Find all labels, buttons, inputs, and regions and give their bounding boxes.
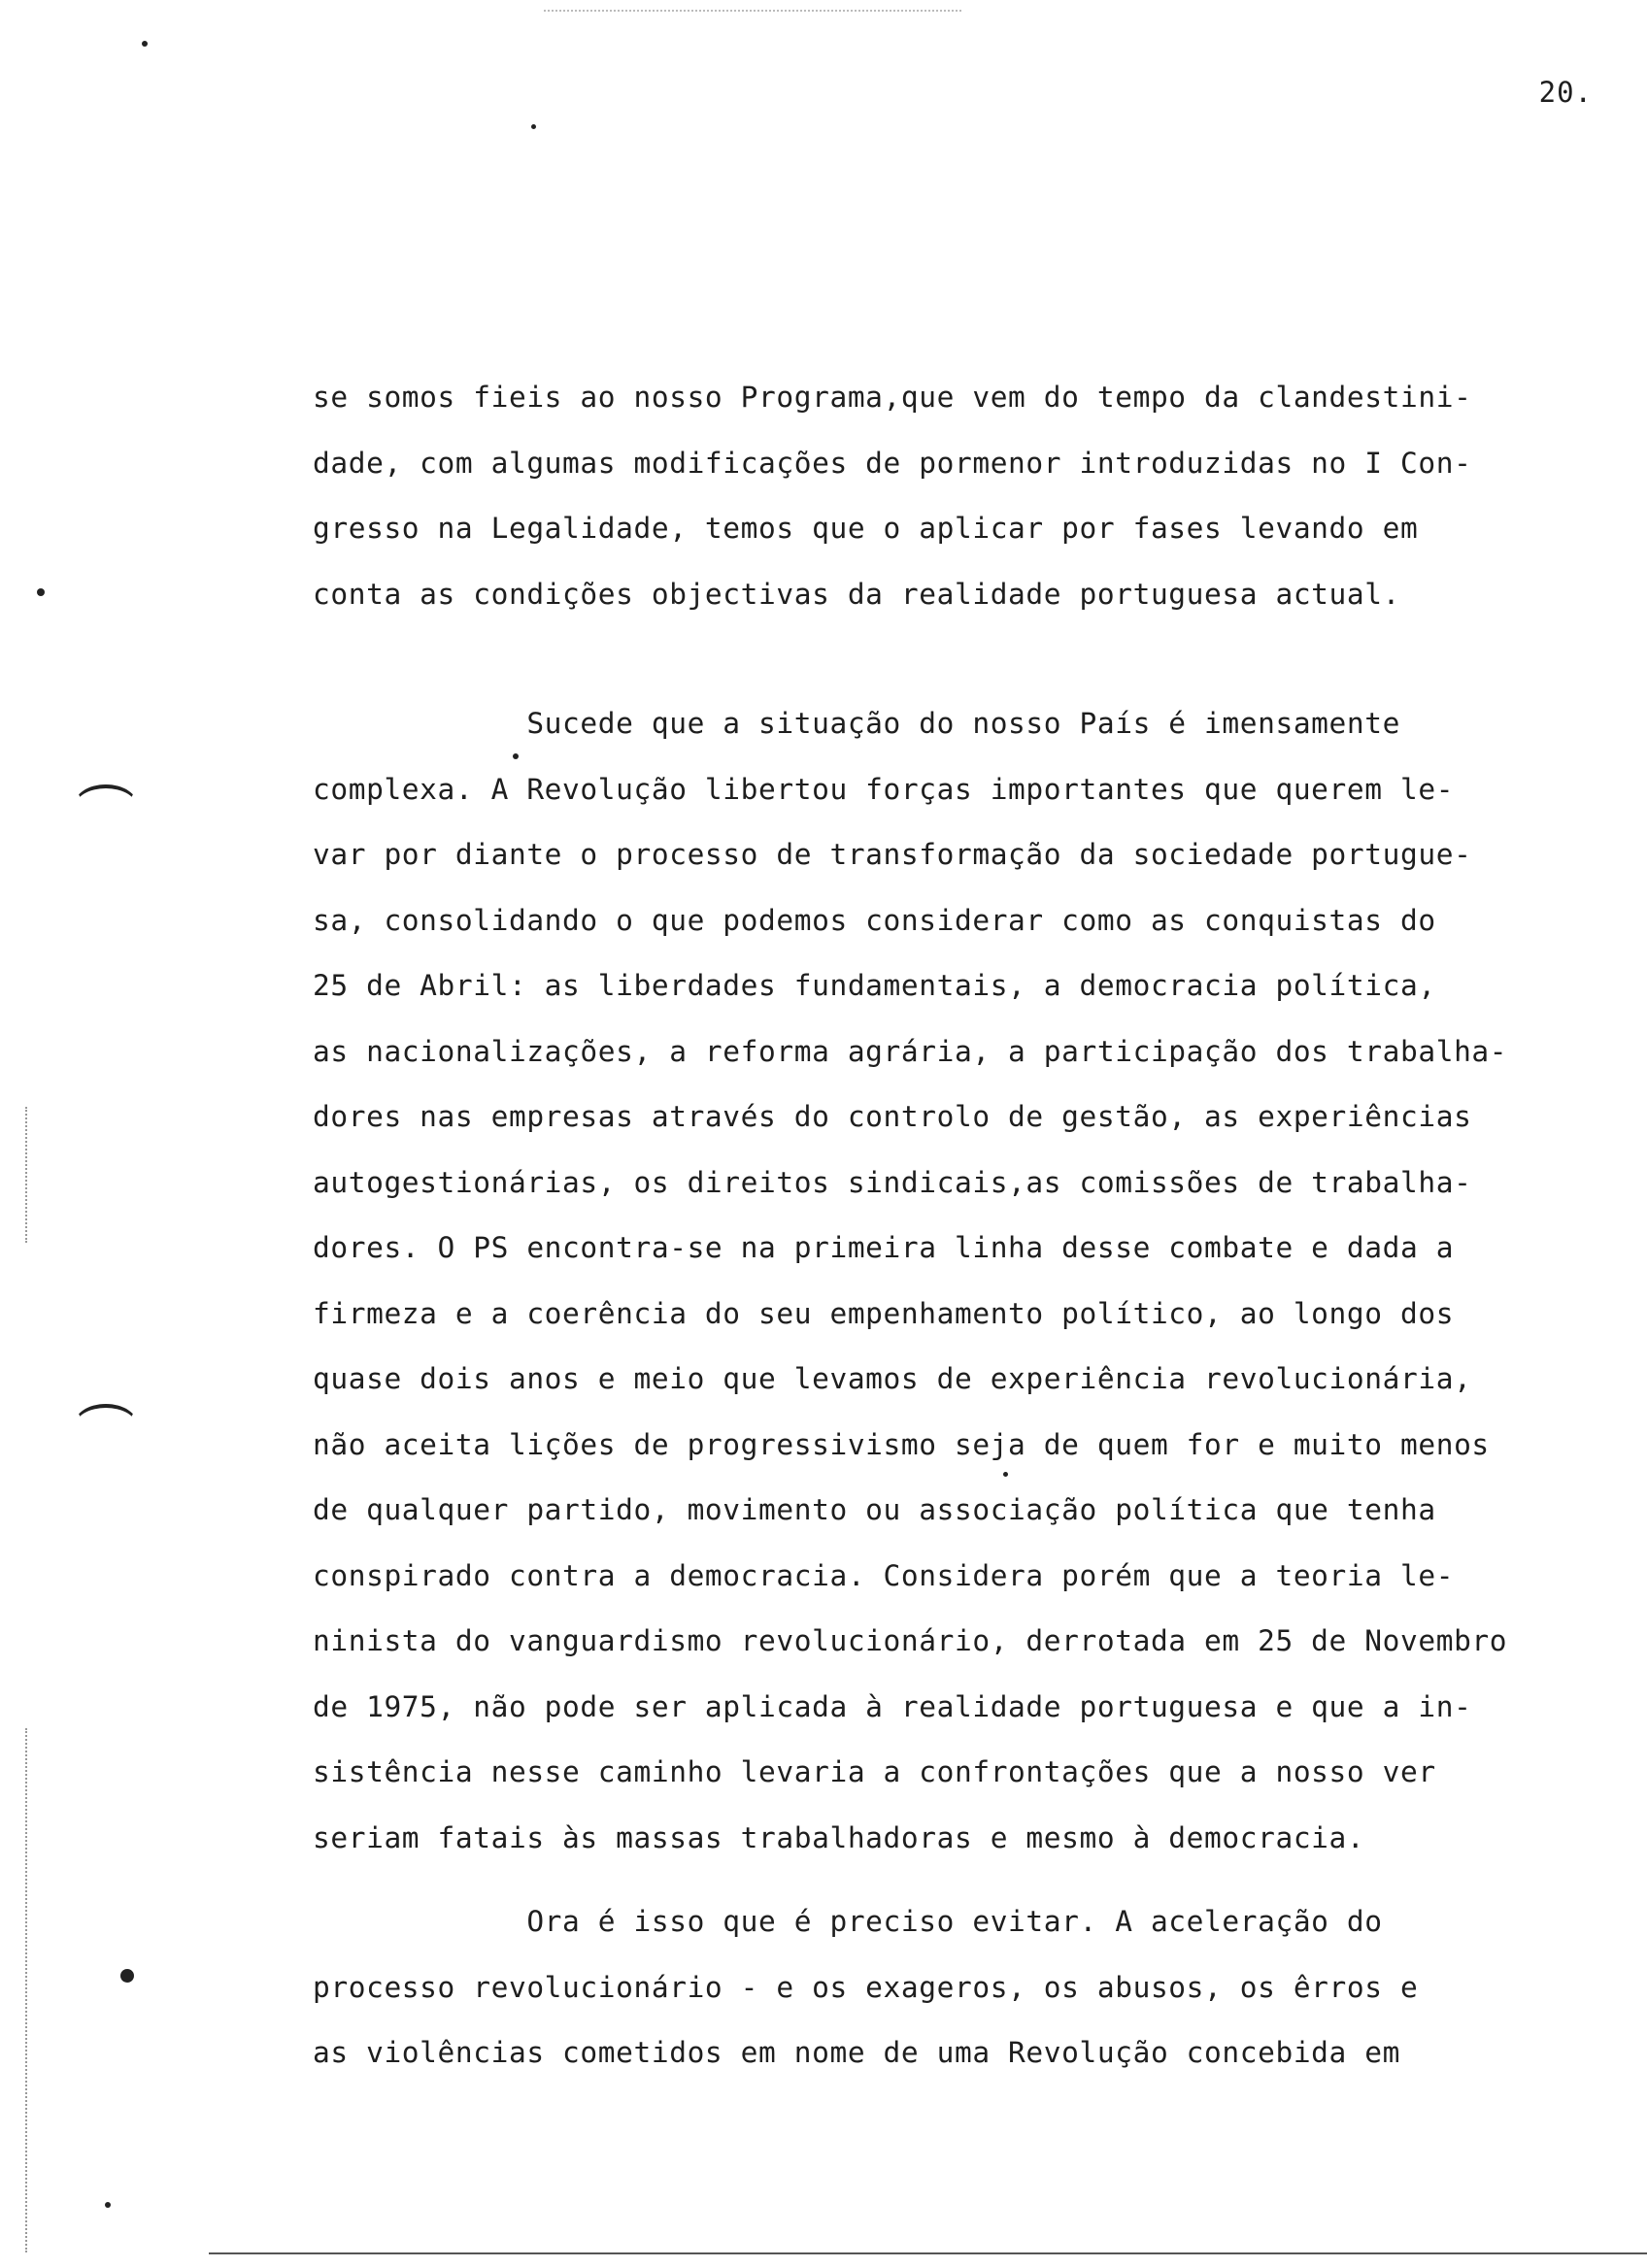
- text-line: de qualquer partido, movimento ou associação política que tenha: [313, 1493, 1436, 1526]
- scan-bottom-rule: [209, 2252, 1647, 2254]
- scan-speck: [37, 588, 45, 596]
- scan-speck: [120, 1969, 134, 1983]
- text-line: as violências cometidos em nome de uma Revolução concebida em: [313, 2036, 1400, 2069]
- scan-artifact-top-rule: [544, 10, 961, 14]
- paragraph-1: [313, 365, 1624, 627]
- text-line: não aceita lições de progressivismo seja de quem for e muito menos: [313, 1427, 1490, 1461]
- text-line: se somos fieis ao nosso Programa,que vem do tempo da clandestini-: [313, 381, 1472, 414]
- paragraph-3: [313, 1889, 1624, 2086]
- text-line: seriam fatais às massas trabalhadoras e mesmo à democracia.: [313, 1820, 1365, 1854]
- text-line: sa, consolidando o que podemos considerar como as conquistas do: [313, 903, 1436, 937]
- scan-edge-dashes: [25, 1728, 28, 2252]
- scan-speck: [105, 2202, 111, 2208]
- text-line: complexa. A Revolução libertou forças importantes que querem le-: [313, 772, 1455, 806]
- page-number: 20.: [1538, 76, 1593, 109]
- text-line: firmeza e a coerência do seu empenhamento político, ao longo dos: [313, 1296, 1455, 1330]
- scan-edge-dashes: [25, 1107, 28, 1243]
- text-line: var por diante o processo de transformação da sociedade portugue-: [313, 838, 1472, 871]
- scan-arc-mark: [74, 784, 138, 827]
- paragraph-2: [313, 691, 1624, 1871]
- scan-speck: [531, 124, 536, 129]
- text-line: autogestionárias, os direitos sindicais,as comissões de trabalha-: [313, 1165, 1472, 1199]
- text-line: ninista do vanguardismo revolucionário, derrotada em 25 de Novembro: [313, 1624, 1508, 1657]
- text-line: Ora é isso que é preciso evitar. A aceleração do: [313, 1905, 1383, 1938]
- text-line: gresso na Legalidade, temos que o aplicar por fases levando em: [313, 512, 1419, 545]
- text-line: 25 de Abril: as liberdades fundamentais, a democracia política,: [313, 969, 1436, 1002]
- text-line: processo revolucionário - e os exageros, os abusos, os êrros e: [313, 1970, 1419, 2004]
- text-line: dores nas empresas através do controlo de gestão, as experiências: [313, 1100, 1472, 1133]
- text-line: dade, com algumas modificações de pormenor introduzidas no I Con-: [313, 446, 1472, 480]
- text-line: conta as condições objectivas da realidade portuguesa actual.: [313, 577, 1400, 611]
- text-line: de 1975, não pode ser aplicada à realidade portuguesa e que a in-: [313, 1689, 1472, 1723]
- text-line: sistência nesse caminho levaria a confrontações que a nosso ver: [313, 1755, 1436, 1788]
- scan-speck: [142, 41, 148, 47]
- text-line: as nacionalizações, a reforma agrária, a participação dos trabalha-: [313, 1034, 1508, 1068]
- text-line: conspirado contra a democracia. Considera porém que a teoria le-: [313, 1558, 1455, 1592]
- scan-arc-mark: [74, 1404, 138, 1447]
- text-line: dores. O PS encontra-se na primeira linha desse combate e dada a: [313, 1231, 1455, 1264]
- text-line: quase dois anos e meio que levamos de experiência revolucionária,: [313, 1362, 1472, 1395]
- text-line: Sucede que a situação do nosso País é imensamente: [313, 707, 1400, 740]
